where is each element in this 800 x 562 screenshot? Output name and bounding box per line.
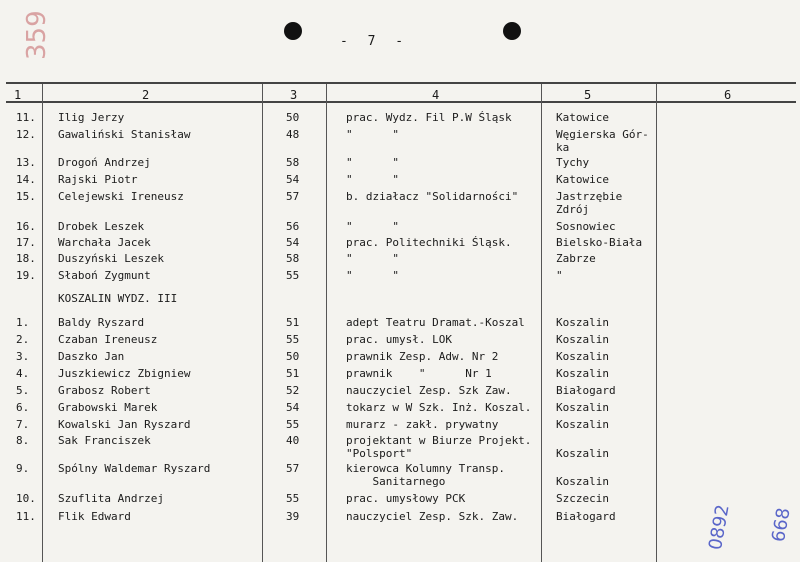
- occupation: nauczyciel Zesp. Szk. Zaw.: [346, 510, 519, 523]
- table-top-rule: [6, 82, 796, 84]
- row-number: 6.: [16, 401, 30, 414]
- age: 58: [286, 252, 300, 265]
- city: Katowice: [556, 173, 609, 186]
- row-number: 15.: [16, 190, 36, 203]
- column-divider: [326, 84, 327, 562]
- city: Węgierska Gór- ka: [556, 128, 649, 154]
- section-heading: KOSZALIN WYDZ. III: [58, 292, 178, 305]
- age: 50: [286, 111, 300, 124]
- handwritten-page-number: 359: [22, 10, 52, 60]
- column-divider: [541, 84, 542, 562]
- age: 55: [286, 418, 300, 431]
- age: 55: [286, 269, 300, 282]
- occupation: nauczyciel Zesp. Szk Zaw.: [346, 384, 512, 397]
- person-name: Duszyński Leszek: [58, 252, 164, 265]
- person-name: Szuflita Andrzej: [58, 492, 164, 505]
- person-name: Grabowski Marek: [58, 401, 158, 414]
- age: 58: [286, 156, 300, 169]
- age: 57: [286, 462, 300, 475]
- city: Szczecin: [556, 492, 609, 505]
- column-header: 5: [584, 88, 592, 102]
- occupation: murarz - zakł. prywatny: [346, 418, 499, 431]
- age: 54: [286, 173, 300, 186]
- city: Koszalin: [556, 475, 609, 488]
- row-number: 10.: [16, 492, 36, 505]
- age: 55: [286, 492, 300, 505]
- city: Sosnowiec: [556, 220, 616, 233]
- occupation: prac. umysł. LOK: [346, 333, 452, 346]
- person-name: Daszko Jan: [58, 350, 125, 363]
- age: 51: [286, 367, 300, 380]
- age: 54: [286, 401, 300, 414]
- row-number: 2.: [16, 333, 30, 346]
- city: Koszalin: [556, 350, 609, 363]
- row-number: 4.: [16, 367, 30, 380]
- city: Tychy: [556, 156, 590, 169]
- row-number: 14.: [16, 173, 36, 186]
- city: Koszalin: [556, 447, 609, 460]
- column-divider: [42, 84, 43, 562]
- person-name: Spólny Waldemar Ryszard: [58, 462, 211, 475]
- row-number: 12.: [16, 128, 36, 141]
- age: 48: [286, 128, 300, 141]
- person-name: Celejewski Ireneusz: [58, 190, 184, 203]
- person-name: Drogoń Andrzej: [58, 156, 151, 169]
- person-name: Czaban Ireneusz: [58, 333, 158, 346]
- row-number: 19.: [16, 269, 36, 282]
- occupation: prac. Politechniki Śląsk.: [346, 236, 512, 249]
- archive-number: 668: [768, 506, 795, 544]
- row-number: 8.: [16, 434, 30, 447]
- punch-hole-left: [284, 22, 302, 40]
- occupation: " ": [346, 220, 399, 233]
- occupation: prac. umysłowy PCK: [346, 492, 466, 505]
- occupation: " ": [346, 269, 399, 282]
- column-header: 1: [14, 88, 22, 102]
- occupation: " ": [346, 173, 399, 186]
- city: Zabrze: [556, 252, 596, 265]
- person-name: Grabosz Robert: [58, 384, 151, 397]
- city: Katowice: [556, 111, 609, 124]
- punch-hole-right: [503, 22, 521, 40]
- age: 51: [286, 316, 300, 329]
- row-number: 11.: [16, 111, 36, 124]
- column-header: 2: [142, 88, 150, 102]
- city: Koszalin: [556, 333, 609, 346]
- person-name: Gawaliński Stanisław: [58, 128, 191, 141]
- occupation: prac. Wydz. Fil P.W Śląsk: [346, 111, 512, 124]
- person-name: Juszkiewicz Zbigniew: [58, 367, 191, 380]
- city: Białogard: [556, 510, 616, 523]
- city: ": [556, 269, 563, 282]
- column-divider: [262, 84, 263, 562]
- row-number: 3.: [16, 350, 30, 363]
- occupation: b. działacz "Solidarności": [346, 190, 519, 203]
- occupation: adept Teatru Dramat.-Koszal: [346, 316, 525, 329]
- occupation: tokarz w W Szk. Inż. Koszal.: [346, 401, 532, 414]
- person-name: Drobek Leszek: [58, 220, 145, 233]
- column-header: 4: [432, 88, 440, 102]
- person-name: Baldy Ryszard: [58, 316, 145, 329]
- page-number: - 7 -: [340, 34, 410, 49]
- row-number: 9.: [16, 462, 30, 475]
- city: Koszalin: [556, 367, 609, 380]
- occupation: prawnik " Nr 1: [346, 367, 492, 380]
- age: 52: [286, 384, 300, 397]
- city: Koszalin: [556, 316, 609, 329]
- row-number: 13.: [16, 156, 36, 169]
- city: Koszalin: [556, 401, 609, 414]
- person-name: Flik Edward: [58, 510, 131, 523]
- age: 55: [286, 333, 300, 346]
- row-number: 16.: [16, 220, 36, 233]
- age: 50: [286, 350, 300, 363]
- row-number: 5.: [16, 384, 30, 397]
- occupation: " ": [346, 128, 399, 141]
- archive-stamp: 0892: [705, 502, 734, 552]
- city: Jastrzębie Zdrój: [556, 190, 623, 216]
- person-name: Warchała Jacek: [58, 236, 151, 249]
- city: Białogard: [556, 384, 616, 397]
- person-name: Rajski Piotr: [58, 173, 138, 186]
- column-header: 3: [290, 88, 298, 102]
- row-number: 18.: [16, 252, 36, 265]
- age: 40: [286, 434, 300, 447]
- person-name: Słaboń Zygmunt: [58, 269, 151, 282]
- table-header-rule: [6, 101, 796, 103]
- age: 56: [286, 220, 300, 233]
- age: 39: [286, 510, 300, 523]
- row-number: 17.: [16, 236, 36, 249]
- row-number: 7.: [16, 418, 30, 431]
- occupation: " ": [346, 252, 399, 265]
- city: Bielsko-Biała: [556, 236, 643, 249]
- occupation: projektant w Biurze Projekt. "Polsport": [346, 434, 532, 460]
- occupation: kierowca Kolumny Transp. Sanitarnego: [346, 462, 505, 488]
- row-number: 1.: [16, 316, 30, 329]
- city: Koszalin: [556, 418, 609, 431]
- row-number: 11.: [16, 510, 36, 523]
- column-divider: [656, 84, 657, 562]
- occupation: " ": [346, 156, 399, 169]
- age: 54: [286, 236, 300, 249]
- occupation: prawnik Zesp. Adw. Nr 2: [346, 350, 499, 363]
- person-name: Ilig Jerzy: [58, 111, 125, 124]
- person-name: Kowalski Jan Ryszard: [58, 418, 191, 431]
- column-header: 6: [724, 88, 732, 102]
- person-name: Sak Franciszek: [58, 434, 151, 447]
- age: 57: [286, 190, 300, 203]
